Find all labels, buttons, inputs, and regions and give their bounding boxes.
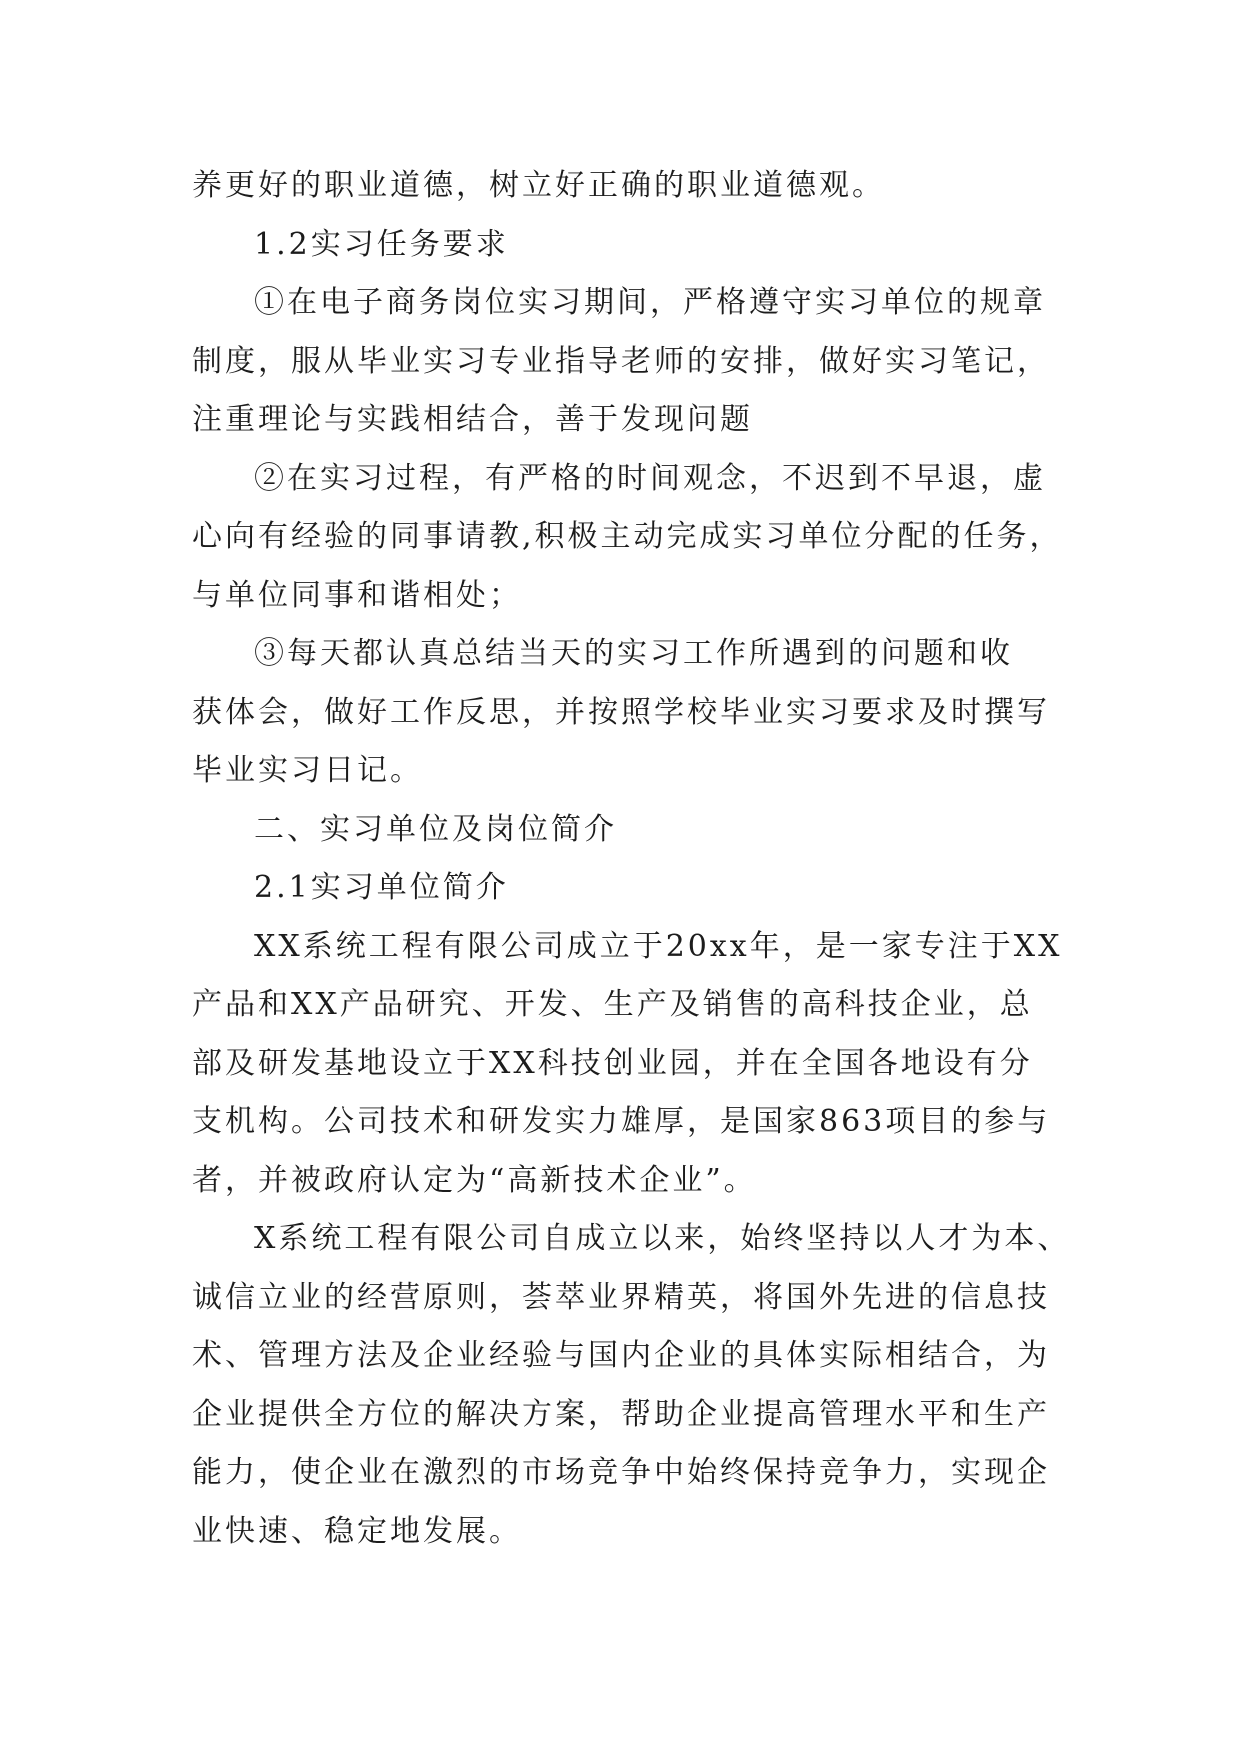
text-line: X系统工程有限公司自成立以来，始终坚持以人才为本、: [254, 1221, 1071, 1256]
section-heading-2: 二、实习单位及岗位简介: [254, 811, 617, 847]
section-heading-2-1: 2.1实习单位简介: [254, 870, 509, 905]
text-line: ①在电子商务岗位实习期间，严格遵守实习单位的规章: [254, 285, 1046, 320]
text-line: 毕业实习日记。: [192, 753, 423, 788]
text-line: 部及研发基地设立于XX科技创业园，并在全国各地设有分: [192, 1045, 1033, 1081]
document-page: [192, 157, 1071, 1561]
text-line: 支机构。公司技术和研发实力雄厚，是国家863项目的参与: [192, 1104, 1051, 1139]
text-line: ②在实习过程，有严格的时间观念，不迟到不早退，虚: [254, 460, 1046, 496]
text-line: 养更好的职业道德，树立好正确的职业道德观。: [192, 168, 885, 203]
text-line: 心向有经验的同事请教,积极主动完成实习单位分配的任务，: [192, 519, 1063, 554]
text-line: 获体会，做好工作反思，并按照学校毕业实习要求及时撰写: [192, 694, 1050, 730]
text-line: 术、管理方法及企业经验与国内企业的具体实际相结合，为: [192, 1338, 1050, 1373]
text-line: 企业提供全方位的解决方案，帮助企业提高管理水平和生产: [192, 1396, 1050, 1432]
text-line: 者，并被政府认定为“高新技术企业”。: [192, 1162, 757, 1198]
text-line: 制度，服从毕业实习专业指导老师的安排，做好实习笔记，: [192, 343, 1050, 379]
text-line: 能力，使企业在激烈的市场竞争中始终保持竞争力，实现企: [192, 1455, 1050, 1490]
section-heading-1-2: 1.2实习任务要求: [254, 226, 509, 262]
text-line: 业快速、稳定地发展。: [192, 1513, 522, 1549]
text-line: 产品和XX产品研究、开发、生产及销售的高科技企业，总: [192, 987, 1033, 1022]
text-line: 注重理论与实践相结合，善于发现问题: [192, 402, 753, 437]
text-line: 诚信立业的经营原则，荟萃业界精英，将国外先进的信息技: [192, 1279, 1050, 1315]
text-line: ③每天都认真总结当天的实习工作所遇到的问题和收: [254, 636, 1013, 671]
text-line: 与单位同事和谐相处；: [192, 577, 522, 613]
text-line: XX系统工程有限公司成立于20xx年，是一家专注于XX: [254, 928, 1063, 964]
